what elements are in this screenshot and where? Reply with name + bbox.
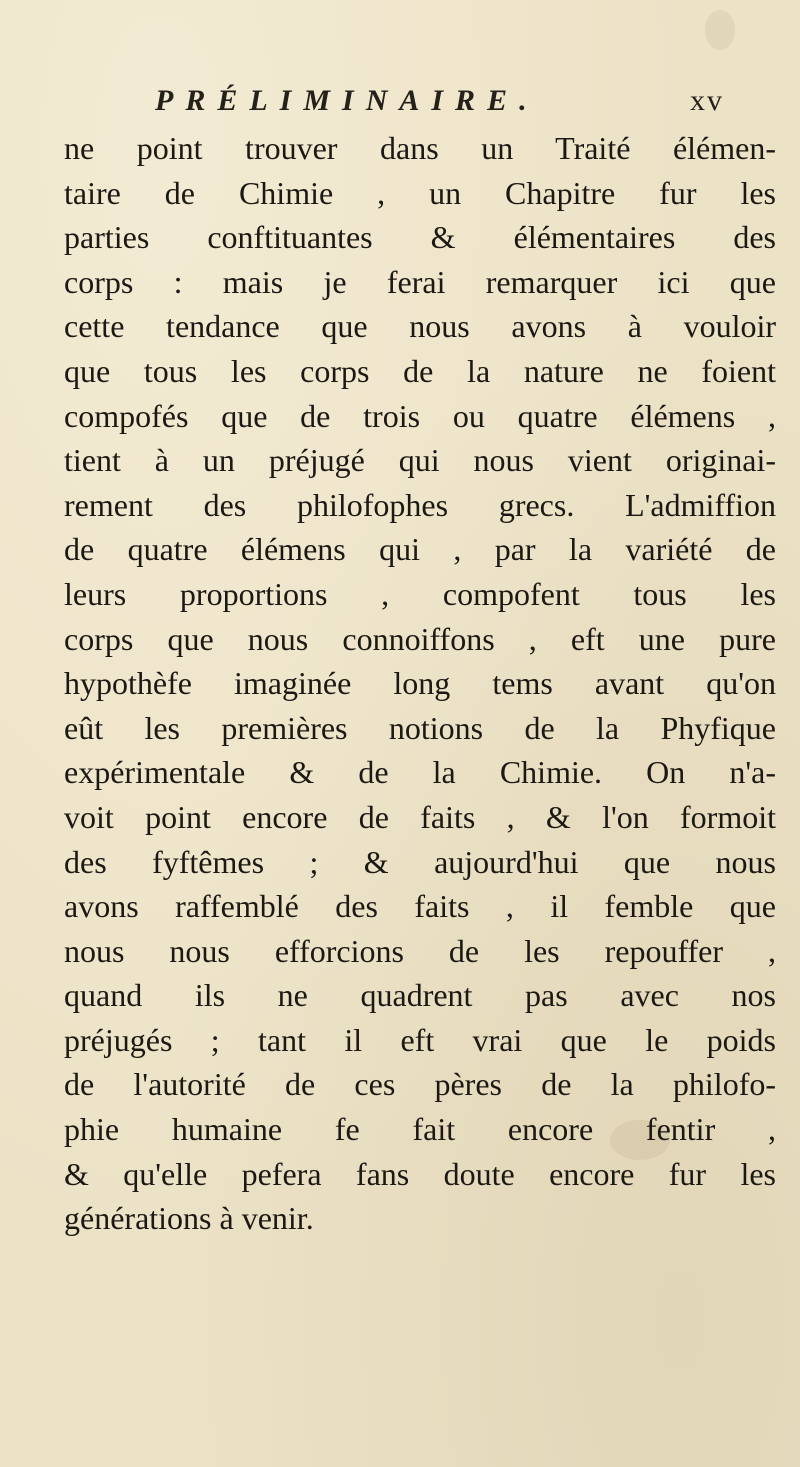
text-line: & qu'elle pefera fans doute encore fur les: [64, 1155, 776, 1192]
text-line: compofés que de trois ou quatre élémens ,: [64, 397, 776, 434]
running-title: PRÉLIMINAIRE.: [155, 84, 539, 117]
text-line: nous nous efforcions de les repouffer ,: [64, 932, 776, 969]
text-line: de quatre élémens qui , par la variété de: [64, 531, 776, 568]
text-line: cette tendance que nous avons à vouloir: [64, 308, 776, 345]
text-line: avons raffemblé des faits , il femble que: [64, 888, 776, 925]
page-number: xv: [690, 84, 724, 117]
text-line: expérimentale & de la Chimie. On n'a-: [64, 754, 776, 791]
text-line: ne point trouver dans un Traité élémen-: [64, 130, 776, 166]
text-line: taire de Chimie , un Chapitre fur les: [64, 174, 776, 211]
text-line: phie humaine fe fait encore fentir ,: [64, 1111, 776, 1148]
body-paragraph: [64, 126, 776, 1241]
text-line: voit point encore de faits , & l'on formoit: [64, 798, 776, 835]
text-line: préjugés ; tant il eft vrai que le poids: [64, 1021, 776, 1058]
text-line: parties conftituantes & élémentaires des: [64, 219, 776, 256]
text-line: générations à venir.: [64, 1200, 314, 1237]
text-line: de l'autorité de ces pères de la philofo-: [64, 1066, 776, 1103]
text-line: corps : mais je ferai remarquer ici que: [64, 263, 776, 300]
text-line: rement des philofophes grecs. L'admiffion: [64, 486, 776, 523]
text-line: eût les premières notions de la Phyfique: [64, 709, 776, 746]
text-line: leurs proportions , compofent tous les: [64, 575, 776, 612]
paper-stain: [705, 10, 735, 50]
text-line: que tous les corps de la nature ne foient: [64, 352, 776, 389]
text-line: hypothèfe imaginée long tems avant qu'on: [64, 665, 776, 702]
text-line: corps que nous connoiffons , eft une pure: [64, 620, 776, 657]
text-line: quand ils ne quadrent pas avec nos: [64, 977, 776, 1014]
text-line: tient à un préjugé qui nous vient originai-: [64, 442, 776, 479]
text-line: des fyftêmes ; & aujourd'hui que nous: [64, 843, 776, 880]
